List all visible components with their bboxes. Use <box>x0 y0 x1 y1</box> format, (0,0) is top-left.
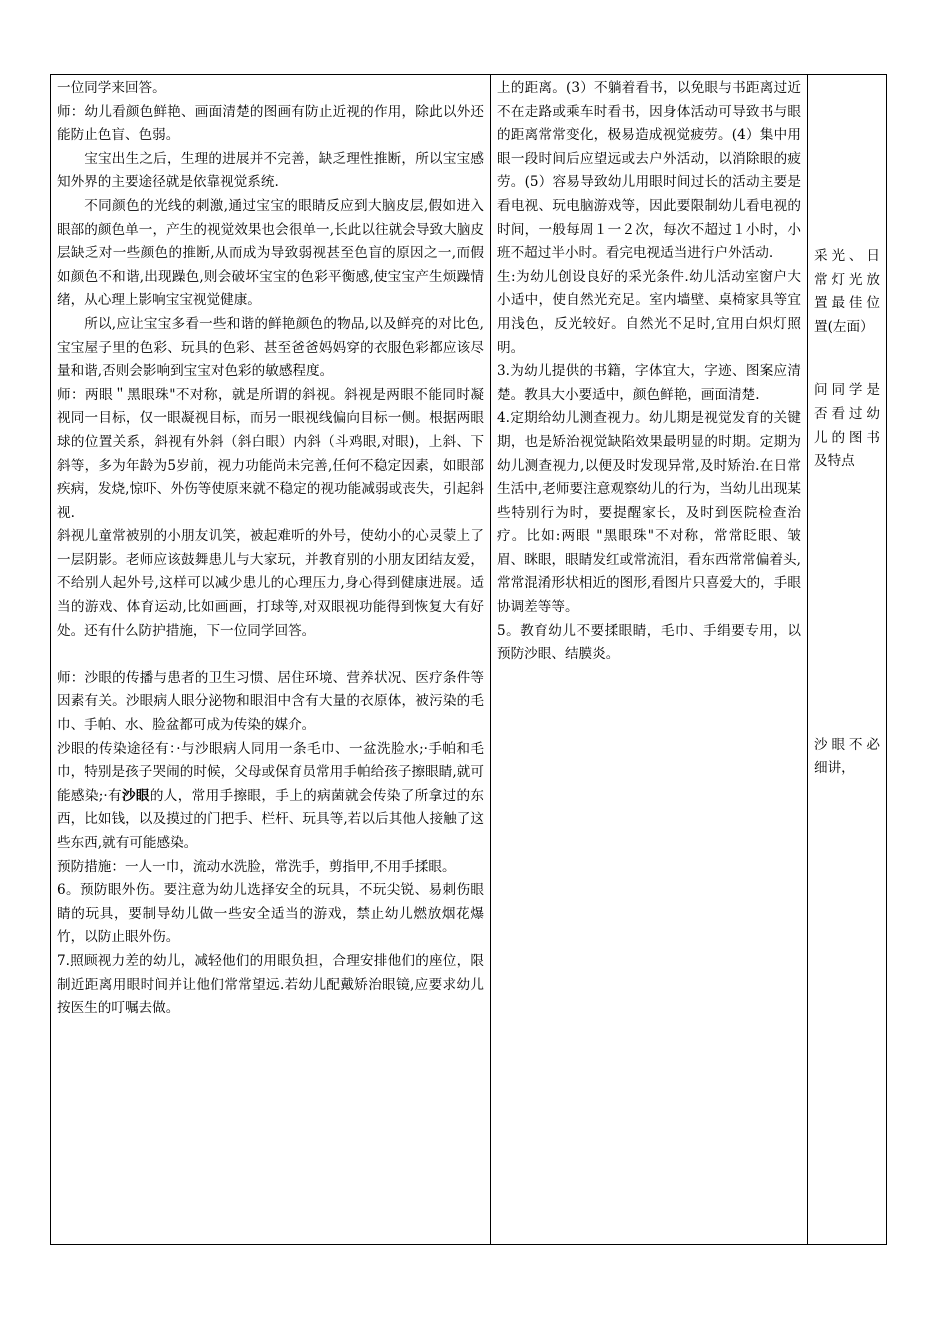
paragraph: 一位同学来回答。 <box>57 80 166 96</box>
note-ask-students: 问同学是否看过幼儿的图书及特点 <box>814 382 880 470</box>
lesson-plan-table <box>50 74 887 1245</box>
table-row <box>51 75 887 1245</box>
blank-line <box>57 643 484 667</box>
paragraph: 师：沙眼的传播与患者的卫生习惯、居住环境、营养状况、医疗条件等因素有关。沙眼病人眼分泌物和眼泪中含有大量的衣原体，被污染的毛巾、手帕、水、脸盆都可成为传染的媒介。 <box>57 669 484 734</box>
document-page <box>50 74 887 1245</box>
paragraph: 5。教育幼儿不要揉眼睛，毛巾、手绢要专用，以预防沙眼、结膜炎。 <box>497 622 801 663</box>
note-lighting: 采光、日常灯光放置最佳位置(左面） <box>814 248 880 335</box>
text-span: 的人，常用手擦眼，手上的病菌就会传染了所拿过的东西，比如钱，以及摸过的门把手、栏杆、玩具等,若以后其他人接触了这些东西,就有可能感染。 <box>57 787 485 851</box>
paragraph: 预防措施：一人一巾，流动水洗脸，常洗手，剪指甲,不用手揉眼。 <box>57 858 456 875</box>
paragraph: 斜视儿童常被别的小朋友讥笑，被起难听的外号，使幼小的心灵蒙上了一层阴影。老师应该鼓舞患儿与大家玩，并教育别的小朋友团结友爱，不给别人起外号,这样可以减少患儿的心理压力,身心得到健康进展。适当的游戏、体育运动,比如画画，打球等,对双眼视功能得到恢复大有好处。还有什么防护措施，下一位同学回答。 <box>57 528 484 639</box>
paragraph: 6。预防眼外伤。要注意为幼儿选择安全的玩具，不玩尖锐、易刺伤眼睛的玩具，要制导幼儿做一些安全适当的游戏，禁止幼儿燃放烟花爆竹，以防止眼外伤。 <box>57 882 484 946</box>
paragraph: 7.照顾视力差的幼儿，减轻他们的用眼负担，合理安排他们的座位，限制近距离用眼时间并让他们常常望远.若幼儿配戴矫治眼镜,应要求幼儿按医生的叮嘱去做。 <box>57 952 484 1017</box>
teaching-content-column <box>51 75 491 1245</box>
teacher-notes-column <box>808 75 887 1245</box>
bold-keyword: 沙眼 <box>122 787 150 804</box>
note-trachoma: 沙眼不必细讲， <box>814 736 880 777</box>
paragraph: 所以,应让宝宝多看一些和谐的鲜艳颜色的物品,以及鲜亮的对比色,宝宝屋子里的色彩、玩具的色彩、甚至爸爸妈妈穿的衣服色彩都应该尽量和谐,否则会影响到宝宝对色彩的敏感程度。 <box>57 315 484 380</box>
paragraph: 师：幼儿看颜色鲜艳、画面清楚的图画有防止近视的作用，除此以外还能防止色盲、色弱。 <box>57 103 484 144</box>
paragraph: 师：两眼＂黑眼珠"不对称，就是所谓的斜视。斜视是两眼不能同时凝视同一目标，仅一眼凝视目标，而另一眼视线偏向目标一侧。根据两眼球的位置关系，斜视有外斜（斜白眼）内斜（斗鸡眼,对眼)，上斜、下斜等，多为年龄为5岁前，视力功能尚未完善,任何不稳定因素，如眼部疾病，发烧,惊吓、外伤等使原来就不稳定的视功能减弱或丧失，引起斜视. <box>57 386 484 521</box>
paragraph: 生:为幼儿创设良好的采光条件.幼儿活动室窗户大小适中，使自然光充足。室内墙壁、桌椅家具等宜用浅色，反光较好。自然光不足时,宜用白炽灯照明。 <box>497 268 801 356</box>
paragraph: 4.定期给幼儿测查视力。幼儿期是视觉发育的关键期，也是矫治视觉缺陷效果最明显的时期。定期为幼儿测查视力,以便及时发现异常,及时矫治.在日常生活中,老师要注意观察幼儿的行为，当幼儿出现某些特别行为时，要提醒家长，及时到医院检查治疗。比如:两眼 "黑眼珠"不对称，常常眨眼、皱眉、眯眼，眼睛发红或常流泪，看东西常常偏着头,常常混淆形状相近的图形,看图片只喜爱大的，手眼协调差等等。 <box>497 410 801 616</box>
text-span: 沙眼的传染途径有：·与沙眼病人同用一条毛巾、一盆洗脸水;·手帕和毛巾，特别是孩子哭闹的时候，父母或保育员常用手帕给孩子擦眼睛,就可能感染;·有 <box>57 740 484 804</box>
paragraph: 宝宝出生之后，生理的进展并不完善，缺乏理性推断，所以宝宝感知外界的主要途径就是依靠视觉系统. <box>57 150 484 191</box>
paragraph: 上的距离。(3）不躺着看书，以免眼与书距离过近不在走路或乘车时看书，因身体活动可导致书与眼的距离常常变化，极易造成视觉疲劳。(4）集中用眼一段时间后应望远或去户外活动，以消除眼的疲劳。(5）容易导致幼儿用眼时间过长的活动主要是看电视、玩电脑游戏等，因此要限制幼儿看电视的时间，一般每周１一２次，每次不超过１小时，小班不超过半小时。看完电视适当进行户外活动. <box>497 80 801 262</box>
paragraph: 3.为幼儿提供的书籍，字体宜大，字迹、图案应清楚。教具大小要适中，颜色鲜艳，画面清楚. <box>497 363 801 403</box>
paragraph <box>57 738 484 856</box>
eye-care-measures-column <box>491 75 808 1245</box>
paragraph: 不同颜色的光线的刺激,通过宝宝的眼睛反应到大脑皮层,假如进入眼部的颜色单一，产生的视觉效果也会很单一,长此以往就会导致大脑皮层缺乏对一些颜色的推断,从而成为导致弱视甚至色盲的原因之一,而假如颜色不和谐,出现躁色,则会破坏宝宝的色彩平衡感,使宝宝产生烦躁情绪，从心理上影响宝宝视觉健康。 <box>57 197 484 309</box>
